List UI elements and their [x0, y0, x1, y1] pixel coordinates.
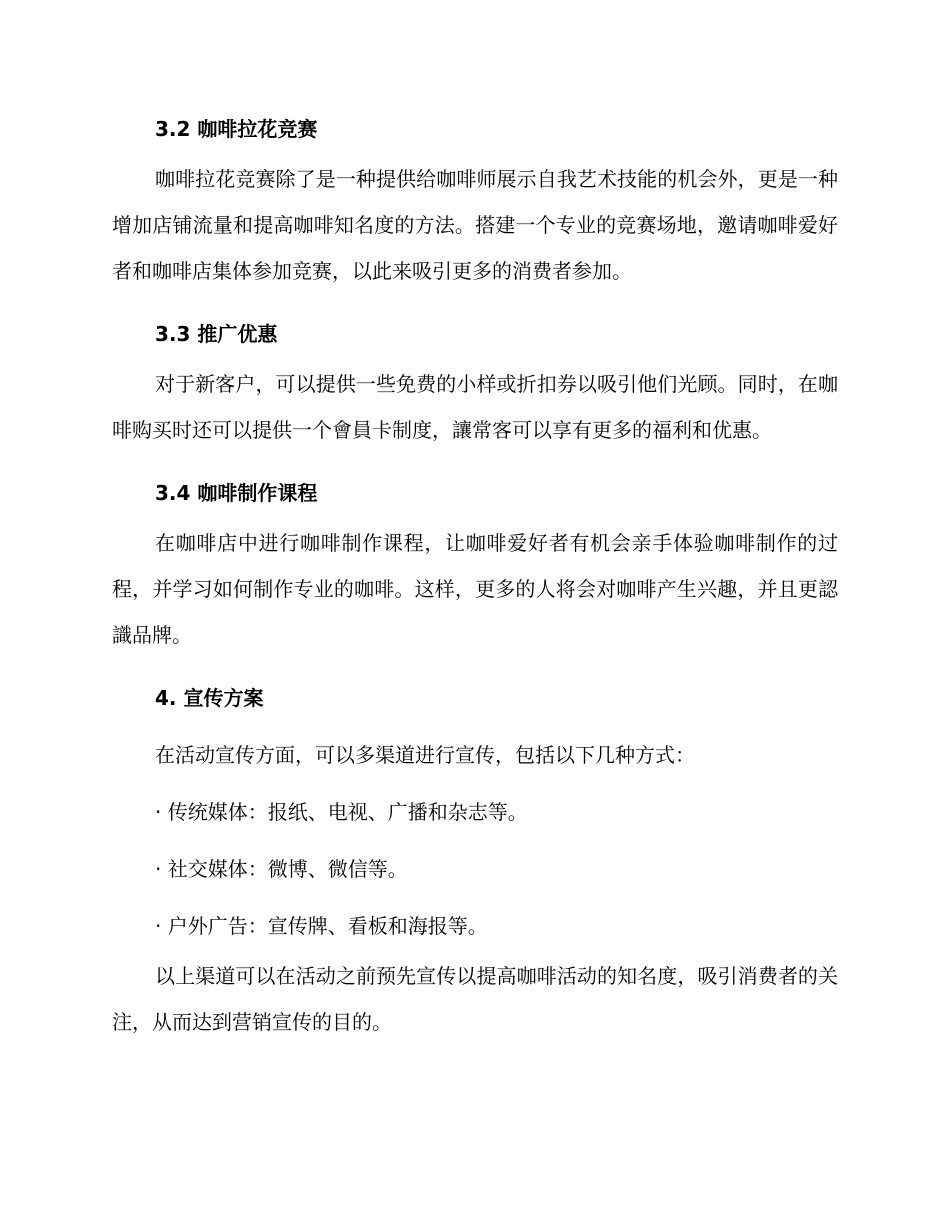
section-paragraph-3-3: 对于新客户，可以提供一些免费的小样或折扣券以吸引他们光顾。同时，在咖啡购买时还可以提供一个會員卡制度，讓常客可以享有更多的福利和优惠。 — [112, 372, 838, 442]
section-heading-3-4: 3.4 咖啡制作课程 — [155, 481, 318, 505]
section-heading-4: 4. 宣传方案 — [155, 686, 264, 710]
list-item-social-media: · 社交媒体：微博、微信等。 — [155, 857, 408, 881]
section-conclusion-4: 以上渠道可以在活动之前预先宣传以提高咖啡活动的知名度，吸引消费者的关注，从而达到营销宣传的目的。 — [112, 964, 838, 1034]
document-body — [112, 112, 838, 1045]
list-item-traditional-media: · 传统媒体：报纸、电视、广播和杂志等。 — [155, 800, 528, 824]
section-heading-3-3: 3.3 推广优惠 — [155, 322, 278, 346]
section-paragraph-3-2: 咖啡拉花竞赛除了是一种提供给咖啡师展示自我艺术技能的机会外，更是一种增加店铺流量和提高咖啡知名度的方法。搭建一个专业的竞赛场地，邀请咖啡爱好者和咖啡店集体参加竞赛，以此来吸引更多的消费者参加。 — [112, 167, 838, 283]
list-item-outdoor-ads: · 户外广告：宣传牌、看板和海报等。 — [155, 914, 488, 938]
section-heading-3-2: 3.2 咖啡拉花竞赛 — [155, 117, 318, 141]
section-intro-4: 在活动宣传方面，可以多渠道进行宣传，包括以下几种方式： — [155, 743, 695, 767]
section-paragraph-3-4: 在咖啡店中进行咖啡制作课程，让咖啡爱好者有机会亲手体验咖啡制作的过程，并学习如何制作专业的咖啡。这样，更多的人将会对咖啡产生兴趣，并且更認識品牌。 — [112, 531, 838, 647]
